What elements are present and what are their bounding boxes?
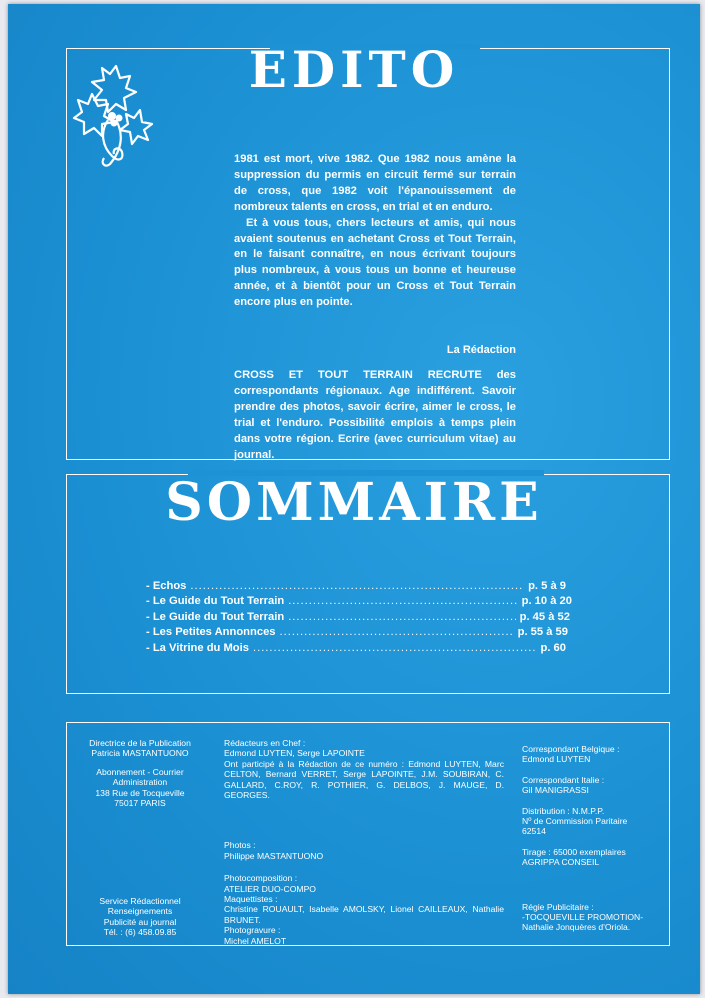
commission-label: Nº de Commission Paritaire	[522, 816, 628, 827]
renseignements-label: Renseignements	[107, 906, 173, 917]
distribution-credits	[522, 744, 662, 933]
edito-paragraph-2: Et à vous tous, chers lecteurs et amis, qui nous avaient soutenus en achetant Cross et Tout Terrain, en le faisant connaître, en nous écrivant toujours plus nombreux, à vous tous un bonne et heureuse année, et à bientôt pour un Cross et Tout Terrain encore plus en pointe.	[234, 216, 516, 309]
toc-entry-page: p. 60	[540, 641, 566, 654]
toc-leader-dots	[280, 626, 514, 638]
regie-name: -TOCQUEVILLE PROMOTION-	[522, 912, 644, 923]
correspondant-belgique-label: Correspondant Belgique :	[522, 744, 620, 754]
commission-number: 62514	[522, 826, 546, 837]
toc-entry-label: - La Vitrine du Mois	[146, 641, 249, 654]
abonnement-label: Abonnement - Courrier	[96, 766, 184, 777]
edito-title: EDITO	[248, 40, 460, 99]
imprimeur: AGRIPPA CONSEIL	[522, 857, 600, 868]
toc-entry-page: p. 45 à 52	[519, 610, 570, 623]
edito-text-block	[234, 152, 516, 311]
toc-entry-label: - Echos	[146, 580, 187, 592]
toc-leader-dots	[288, 595, 517, 607]
regie-contact: Nathalie Jonquères d'Oriola.	[522, 922, 631, 933]
redacteurs-label: Rédacteurs en Chef :	[224, 738, 306, 748]
service-label: Service Rédactionnel	[99, 896, 181, 906]
recruitment-notice: CROSS ET TOUT TERRAIN RECRUTE des correspondants régionaux. Age indifférent. Savoir prendre des photos, savoir écrire, aimer le cross, le trial et l'enduro. Possibilité emplois à temps plein dans votre région. Ecrire (avec curriculum vitae) au journal.	[234, 369, 516, 461]
holly-ornament-icon	[72, 60, 162, 170]
edito-signature: La Rédaction	[446, 344, 516, 356]
participants-list: Ont participé à la Rédaction de ce numéro : Edmond LUYTEN, Marc CELTON, Bernard VERRET, Serge LAPOINTE, J.M. SOUBIRAN, C. GALLARD, C.ROY, R. POTHIER, G. DELBOS, J. MAUGE, D. GEORGES.	[224, 758, 504, 801]
address-city: 75017 PARIS	[114, 798, 166, 809]
table-of-contents	[146, 580, 572, 657]
toc-leader-dots	[190, 580, 524, 592]
sommaire-title: SOMMAIRE	[165, 472, 543, 533]
toc-leader-dots	[253, 642, 537, 654]
toc-entry-label: - Le Guide du Tout Terrain	[146, 595, 285, 608]
toc-entry-page: p. 10 à 20	[521, 595, 572, 608]
publication-info	[76, 738, 204, 808]
toc-entry-page: p. 55 à 59	[517, 626, 568, 639]
telephone: Tél. : (6) 458.09.85	[103, 927, 177, 938]
photogravure-label: Photogravure :	[224, 925, 281, 936]
redacteurs-names: Edmond LUYTEN, Serge LAPOINTE	[224, 748, 365, 759]
correspondant-belgique-name: Edmond LUYTEN	[522, 754, 591, 765]
photocomposition-name: ATELIER DUO-COMPO	[224, 883, 316, 894]
address-street: 138 Rue de Tocqueville	[95, 787, 185, 798]
photos-name: Philippe MASTANTUONO	[224, 850, 324, 861]
photogravure-name: Michel AMELOT	[224, 935, 287, 946]
publicite-label: Publicité au journal	[103, 916, 177, 927]
maquettistes-label: Maquettistes :	[224, 894, 278, 905]
directrice-name: Patricia MASTANTUONO	[91, 748, 189, 759]
service-info	[76, 896, 204, 938]
toc-entry-label: - Le Guide du Tout Terrain	[146, 610, 285, 623]
toc-entry-label: - Les Petites Annonnces	[146, 626, 276, 639]
photos-label: Photos :	[224, 840, 256, 851]
distribution: Distribution : N.M.P.P.	[522, 805, 605, 816]
toc-entry-page: p. 5 à 9	[528, 580, 566, 592]
administration-label: Administration	[112, 777, 168, 788]
edito-paragraph-1: 1981 est mort, vive 1982. Que 1982 nous amène la suppression du permis en circuit fermé sur terrain de cross, que 1982 voit l'épanouissement de nombreux talents en cross, en trial et en enduro.	[234, 153, 516, 213]
photocomposition-label: Photocomposition :	[224, 873, 298, 884]
magazine-page	[8, 4, 700, 994]
regie-label: Régie Publicitaire :	[522, 901, 594, 912]
correspondant-italie-name: Gil MANIGRASSI	[522, 785, 589, 796]
maquettistes-names: Christine ROUAULT, Isabelle AMOLSKY, Lionel CAILLEAUX, Nathalie BRUNET.	[224, 904, 504, 925]
toc-entry[interactable]	[146, 611, 570, 626]
toc-entry[interactable]	[146, 580, 566, 595]
toc-entry[interactable]	[146, 626, 568, 641]
correspondant-italie-label: Correspondant Italie :	[522, 774, 605, 785]
toc-leader-dots	[288, 611, 515, 623]
tirage: Tirage : 65000 exemplaires	[522, 846, 626, 857]
editorial-credits	[224, 738, 504, 946]
toc-entry[interactable]	[146, 642, 566, 657]
toc-entry[interactable]	[146, 595, 572, 610]
directrice-label: Directrice de la Publication	[89, 738, 191, 748]
